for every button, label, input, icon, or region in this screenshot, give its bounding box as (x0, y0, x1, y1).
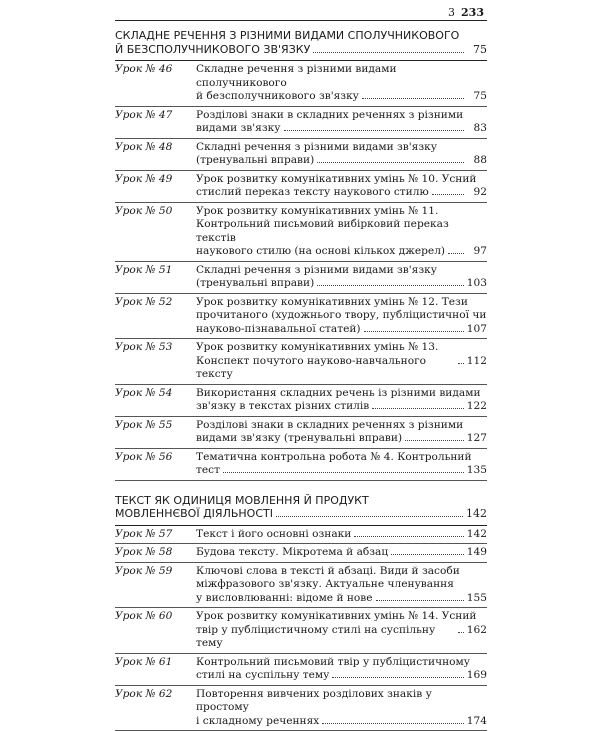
running-header (448, 6, 484, 19)
lesson-topic-line: Будова тексту. Мікротема й абзац (196, 546, 388, 560)
dot-leader (372, 408, 464, 409)
lesson-topic (196, 546, 487, 560)
lesson-topic-line: (тренувальні вправи) (196, 277, 314, 291)
section-title-line: МОВЛЕННЄВОЇ ДІЯЛЬНОСТІ (115, 507, 273, 521)
lesson-page-number: 155 (467, 592, 487, 606)
lesson-topic-line: стилі на суспільну тему (196, 669, 329, 683)
dot-leader (405, 440, 464, 441)
lesson-topic-line: Контрольний письмовий твір у публіцистичному (196, 656, 487, 670)
lesson-page-number: 107 (467, 323, 487, 337)
lesson-page-number: 127 (467, 432, 487, 446)
toc-entry[interactable] (115, 107, 487, 139)
lesson-page-number: 112 (467, 355, 487, 369)
lesson-number: Урок № 56 (115, 451, 196, 465)
toc-entry[interactable] (115, 544, 487, 563)
lesson-page-number: 92 (467, 186, 487, 200)
toc-entry[interactable] (115, 449, 487, 481)
lesson-topic-line: (тренувальні вправи) (196, 154, 314, 168)
lesson-page-number: 162 (467, 624, 487, 638)
lesson-topic-line: Текст і його основні ознаки (196, 528, 351, 542)
lesson-topic (196, 109, 487, 136)
lesson-topic-line: Розділові знаки в складних реченнях з різними (196, 109, 487, 123)
dot-leader (332, 677, 463, 678)
lesson-topic (196, 173, 487, 200)
table-of-contents (115, 24, 487, 731)
lesson-topic-line: Тематична контрольна робота № 4. Контрольний (196, 451, 487, 465)
lesson-topic-line: Розділові знаки в складних реченнях з різними (196, 419, 487, 433)
section-title-line: Й БЕЗСПОЛУЧНИКОВОГО ЗВ'ЯЗКУ (115, 43, 310, 57)
lesson-topic (196, 656, 487, 683)
lesson-number: Урок № 48 (115, 141, 196, 155)
toc-entry[interactable] (115, 686, 487, 731)
lesson-topic-line: зв'язку в текстах різних стилів (196, 400, 369, 414)
lesson-topic-line: Урок розвитку комунікативних умінь № 11. (196, 205, 487, 219)
toc-entry[interactable] (115, 203, 487, 262)
lesson-number: Урок № 51 (115, 264, 196, 278)
lesson-number: Урок № 58 (115, 546, 196, 560)
toc-entry[interactable] (115, 171, 487, 203)
lesson-topic (196, 141, 487, 168)
dot-leader (391, 554, 464, 555)
lesson-topic (196, 341, 487, 382)
lesson-topic-line: Складні речення з різними видами зв'язку (196, 141, 487, 155)
lesson-page-number: 135 (467, 464, 487, 478)
lesson-topic (196, 451, 487, 478)
lesson-topic-line: прочитаного (художнього твору, публіцистичної чи (196, 309, 487, 323)
lesson-topic-line: видами зв'язку (тренувальні вправи) (196, 432, 402, 446)
lesson-topic (196, 528, 487, 542)
toc-entry[interactable] (115, 262, 487, 294)
lesson-topic-line: й безсполучникового зв'язку (196, 90, 359, 104)
section-title (115, 494, 487, 521)
lesson-page-number: 88 (467, 154, 487, 168)
section-heading[interactable] (115, 489, 487, 526)
lesson-topic (196, 63, 487, 104)
dot-leader (322, 723, 464, 724)
lesson-number: Урок № 62 (115, 688, 196, 702)
lesson-number: Урок № 59 (115, 565, 196, 579)
section-page-number: 75 (467, 43, 487, 57)
lesson-page-number: 174 (467, 715, 487, 729)
lesson-number: Урок № 46 (115, 63, 196, 77)
dot-leader (317, 285, 464, 286)
lesson-number: Урок № 49 (115, 173, 196, 187)
toc-entry[interactable] (115, 339, 487, 385)
lesson-number: Урок № 47 (115, 109, 196, 123)
dot-leader (364, 331, 464, 332)
section-title-line: ТЕКСТ ЯК ОДИНИЦЯ МОВЛЕННЯ Й ПРОДУКТ (115, 494, 487, 508)
dot-leader (432, 194, 464, 195)
dot-leader (223, 472, 464, 473)
lesson-topic-line: міжфразового зв'язку. Актуальне членування (196, 578, 487, 592)
dot-leader (458, 363, 464, 364)
lesson-topic-line: у висловлюванні: відоме й нове (196, 592, 373, 606)
lesson-number: Урок № 60 (115, 610, 196, 624)
toc-entry[interactable] (115, 61, 487, 107)
dot-leader (276, 516, 463, 517)
lesson-topic-line: Урок розвитку комунікативних умінь № 14. Усний (196, 610, 487, 624)
lesson-topic (196, 610, 487, 651)
lesson-topic-line: Урок розвитку комунікативних умінь № 10. Усний (196, 173, 487, 187)
toc-entry[interactable] (115, 563, 487, 609)
lesson-topic (196, 565, 487, 606)
lesson-number: Урок № 61 (115, 656, 196, 670)
lesson-topic-line: Складне речення з різними видами сполучникового (196, 63, 487, 90)
dot-leader (284, 130, 464, 131)
toc-entry[interactable] (115, 654, 487, 686)
toc-entry[interactable] (115, 417, 487, 449)
lesson-number: Урок № 52 (115, 296, 196, 310)
lesson-topic (196, 296, 487, 337)
lesson-topic-line: Складні речення з різними видами зв'язку (196, 264, 487, 278)
toc-entry[interactable] (115, 385, 487, 417)
lesson-topic-line: Ключові слова в тексті й абзаці. Види й засоби (196, 565, 487, 579)
section-title (115, 29, 487, 56)
toc-entry[interactable] (115, 139, 487, 171)
lesson-topic (196, 264, 487, 291)
lesson-page-number: 122 (467, 400, 487, 414)
lesson-topic-line: Використання складних речень із різними видами (196, 387, 487, 401)
lesson-topic-line: видами зв'язку (196, 122, 281, 136)
dot-leader (313, 52, 464, 53)
lesson-number: Урок № 55 (115, 419, 196, 433)
lesson-topic-line: стислий переказ тексту наукового стилю (196, 186, 429, 200)
section-title-line: СКЛАДНЕ РЕЧЕННЯ З РІЗНИМИ ВИДАМИ СПОЛУЧНИКОВОГО (115, 29, 487, 43)
lesson-topic (196, 688, 487, 729)
section-gap (115, 481, 487, 489)
lesson-topic-line: і складному реченнях (196, 715, 319, 729)
lesson-page-number: 83 (467, 122, 487, 136)
section-page-number: 142 (466, 507, 487, 521)
dot-leader (317, 162, 464, 163)
lesson-page-number: 75 (467, 90, 487, 104)
lesson-number: Урок № 50 (115, 205, 196, 219)
chapter-number: 3 (448, 6, 455, 19)
lesson-page-number: 103 (467, 277, 487, 291)
lesson-page-number: 169 (467, 669, 487, 683)
dot-leader (354, 536, 463, 537)
dot-leader (458, 632, 464, 633)
toc-entry[interactable] (115, 526, 487, 545)
lesson-topic-line: науково-пізнавальної статей) (196, 323, 361, 337)
page-number: 233 (461, 6, 484, 19)
lesson-topic-line: твір у публіцистичному стилі на суспільну тему (196, 624, 455, 651)
lesson-page-number: 97 (467, 245, 487, 259)
dot-leader (448, 253, 464, 254)
lesson-number: Урок № 54 (115, 387, 196, 401)
lesson-topic (196, 419, 487, 446)
toc-entry[interactable] (115, 294, 487, 340)
lesson-topic-line: тест (196, 464, 220, 478)
lesson-topic (196, 387, 487, 414)
header-rule (115, 20, 487, 21)
lesson-page-number: 149 (467, 546, 487, 560)
lesson-topic-line: наукового стилю (на основі кількох джерел) (196, 245, 445, 259)
lesson-number: Урок № 53 (115, 341, 196, 355)
lesson-topic-line: Контрольний письмовий вибірковий переказ текстів (196, 218, 487, 245)
lesson-topic (196, 205, 487, 259)
lesson-topic-line: Повторення вивчених розділових знаків у простому (196, 688, 487, 715)
lesson-page-number: 142 (467, 528, 487, 542)
dot-leader (362, 98, 464, 99)
lesson-topic-line: Урок розвитку комунікативних умінь № 12. Тези (196, 296, 487, 310)
section-heading[interactable] (115, 24, 487, 61)
toc-entry[interactable] (115, 608, 487, 654)
lesson-number: Урок № 57 (115, 528, 196, 542)
lesson-topic-line: Урок розвитку комунікативних умінь № 13. (196, 341, 487, 355)
lesson-topic-line: Конспект почутого науково-навчального тексту (196, 355, 455, 382)
